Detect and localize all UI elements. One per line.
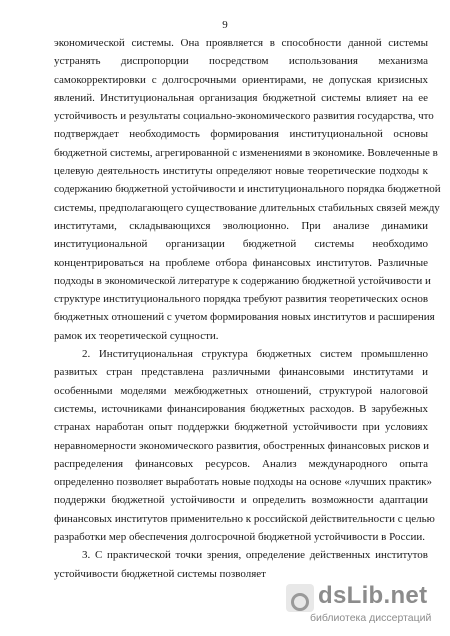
text-line: рамок их теоретической сущности. [54, 329, 219, 342]
page-number: 9 [222, 19, 228, 31]
text-line: концентрироваться на проблеме отбора финансовых институтов. Различные [54, 256, 428, 269]
text-line: структуре институционального порядка требуют развития теоретических основ [54, 293, 429, 306]
text-line: явлений. Институциональная организация бюджетной системы влияет на ее [54, 91, 428, 104]
text-line: содержанию бюджетной устойчивости и институционального порядка бюджетной [54, 183, 441, 196]
watermark-brand: dsLib.net [318, 582, 428, 609]
paragraph-start-line: 2. Институциональная структура бюджетных систем промышленно [82, 348, 428, 361]
text-line: подтверждает необходимость формирования институциональной основы [54, 128, 428, 141]
text-line: институциональной организации бюджетной системы необходимо [54, 238, 428, 251]
dslib-watermark [286, 582, 436, 628]
text-line: разработки мер обеспечения долгосрочной бюджетной устойчивости в России. [54, 531, 425, 544]
text-line: подходы в экономической литературе к содержанию бюджетной устойчивости и [54, 274, 431, 287]
text-line: целевую деятельность институты определяют новые теоретические подходы к [54, 165, 428, 178]
text-line: устойчивость и результаты социально-экономического развития государства, что [54, 110, 434, 123]
text-line: странах наработан опыт поддержки бюджетной устойчивости при условиях [54, 421, 428, 434]
text-line: определенно позволяет выработать новые подходы на основе «лучших практик» [54, 476, 432, 489]
document-body [54, 34, 441, 583]
text-line: поддержки бюджетной устойчивости и определить возможности адаптации [54, 494, 428, 507]
text-line: развитых стран представлена различными финансовыми институтами и [54, 366, 428, 379]
text-line: бюджетной системы, агрегированной с изменениями в экономике. Вовлеченные в [54, 146, 438, 159]
paragraph-start-line: 3. С практической точки зрения, определение действенных институтов [82, 549, 428, 562]
text-line: бюджетных отношений с учетом формирования новых институтов и расширения [54, 311, 435, 324]
text-line: неравномерности экономического развития, обостренных финансовых рисков и [54, 439, 430, 452]
text-line: устранять диспропорции посредством использования механизма [54, 55, 428, 68]
text-line: устойчивости бюджетной системы позволяет [54, 567, 266, 580]
text-line: системы, предполагающего существование длительных стабильных связей между [54, 201, 440, 214]
text-line: институтами, складывающихся эволюционно. При анализе динамики [54, 219, 428, 232]
text-line: распределения финансовых ресурсов. Анализ международного опыта [54, 457, 428, 470]
text-line: системы, источниками финансирования бюджетных расходов. В зарубежных [54, 402, 428, 415]
text-line: экономической системы. Она проявляется в способности данной системы [54, 37, 428, 49]
text-line: самокорректировки с долгосрочными ориентирами, не допуская кризисных [54, 73, 428, 86]
text-line: особенными моделями межбюджетных отношений, структурой налоговой [54, 384, 428, 397]
dslib-logo-icon [286, 584, 314, 612]
text-line: финансовых институтов применительно к российской действительности с целью [54, 512, 435, 525]
watermark-caption: библиотека диссертаций [310, 612, 432, 624]
